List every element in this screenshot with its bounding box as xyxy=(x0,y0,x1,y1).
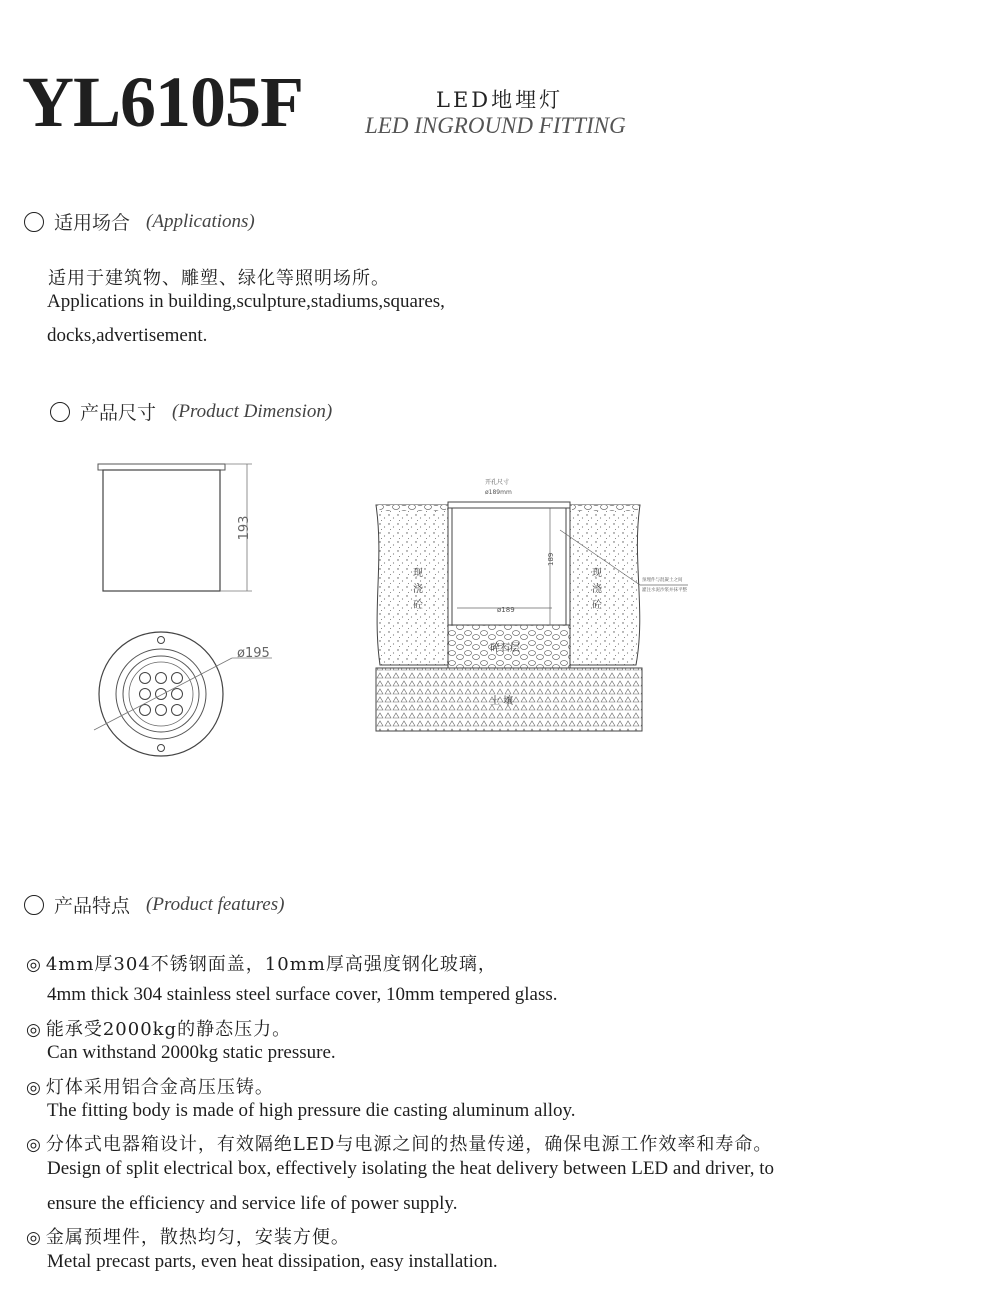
cut-hole-diameter-label: ø189mm xyxy=(485,489,512,496)
feature-item-2-cn: ◎ 能承受2000kg的静态压力。 xyxy=(26,1019,292,1040)
circle-bullet-icon xyxy=(50,402,70,422)
side-view-drawing xyxy=(98,464,252,591)
circle-bullet-icon xyxy=(24,895,44,915)
feature-item-4-en-2: ensure the efficiency and service life of power supply. xyxy=(47,1193,458,1214)
feature-item-2-en: Can withstand 2000kg static pressure. xyxy=(47,1042,336,1063)
double-circle-bullet-icon: ◎ xyxy=(26,1020,42,1040)
concrete-label-right-2: 浇 xyxy=(592,584,602,595)
features-heading-en: (Product features) xyxy=(146,893,285,915)
concrete-label-left-1: 现 xyxy=(413,568,423,579)
applications-heading-cn: 适用场合 xyxy=(54,212,131,234)
double-circle-bullet-icon: ◎ xyxy=(26,1135,42,1155)
callout-line-1: 预埋件与混凝土之间 xyxy=(642,578,683,583)
concrete-label-left-2: 浇 xyxy=(413,584,423,595)
callout-line-2: 灌注水泥沙浆并抹平整 xyxy=(642,588,687,593)
applications-heading xyxy=(24,208,255,235)
product-title-en: LED INGROUND FITTING xyxy=(365,113,626,138)
feature-item-5-en: Metal precast parts, even heat dissipation, easy installation. xyxy=(47,1251,498,1272)
product-title-cn: LED地埋灯 xyxy=(436,88,564,112)
dimension-heading xyxy=(50,398,332,425)
concrete-label-right-3: 砼 xyxy=(592,600,602,611)
feature-item-1-cn: ◎ 4mm厚304不锈钢面盖，10mm厚高强度钢化玻璃， xyxy=(26,954,497,975)
cut-hole-label: 开孔尺寸 xyxy=(485,479,510,486)
double-circle-bullet-icon: ◎ xyxy=(26,1078,42,1098)
circle-bullet-icon xyxy=(24,212,44,232)
height-dimension-label: 193 xyxy=(237,515,252,541)
installation-section-drawing xyxy=(376,478,688,731)
double-circle-bullet-icon: ◎ xyxy=(26,1228,42,1248)
soil-label: 土 壤 xyxy=(490,696,514,707)
applications-text-en-1: Applications in building,sculpture,stadiums,squares, xyxy=(47,291,445,312)
dimension-heading-en: (Product Dimension) xyxy=(172,400,333,422)
inner-width-label: ø189 xyxy=(497,606,515,614)
feature-item-3-cn: ◎ 灯体采用铝合金高压压铸。 xyxy=(26,1077,274,1098)
diameter-dimension-label: ø195 xyxy=(237,646,270,661)
applications-heading-en: (Applications) xyxy=(146,210,255,232)
feature-item-1-en: 4mm thick 304 stainless steel surface cover, 10mm tempered glass. xyxy=(47,984,558,1005)
concrete-label-left-3: 砼 xyxy=(413,600,423,611)
applications-text-en-2: docks,advertisement. xyxy=(47,325,208,346)
features-heading xyxy=(24,891,284,918)
applications-text-cn: 适用于建筑物、雕塑、绿化等照明场所。 xyxy=(48,268,390,289)
top-view-drawing xyxy=(94,632,272,756)
double-circle-bullet-icon: ◎ xyxy=(26,955,42,975)
gravel-layer-label: 碎石层 xyxy=(490,643,520,654)
dimension-drawings xyxy=(0,440,1000,780)
feature-item-3-en: The fitting body is made of high pressure die casting aluminum alloy. xyxy=(47,1100,576,1121)
dimension-heading-cn: 产品尺寸 xyxy=(80,402,157,424)
features-heading-cn: 产品特点 xyxy=(54,895,131,917)
model-number: YL6105F xyxy=(22,62,303,142)
feature-item-4-cn: ◎ 分体式电器箱设计，有效隔绝LED与电源之间的热量传递，确保电源工作效率和寿命。 xyxy=(26,1134,773,1155)
concrete-label-right-1: 现 xyxy=(592,568,602,579)
feature-item-4-en-1: Design of split electrical box, effectively isolating the heat delivery between LED and driver, to xyxy=(47,1158,774,1179)
inner-height-label: 189 xyxy=(547,552,555,566)
feature-item-5-cn: ◎ 金属预埋件，散热均匀，安装方便。 xyxy=(26,1227,350,1248)
